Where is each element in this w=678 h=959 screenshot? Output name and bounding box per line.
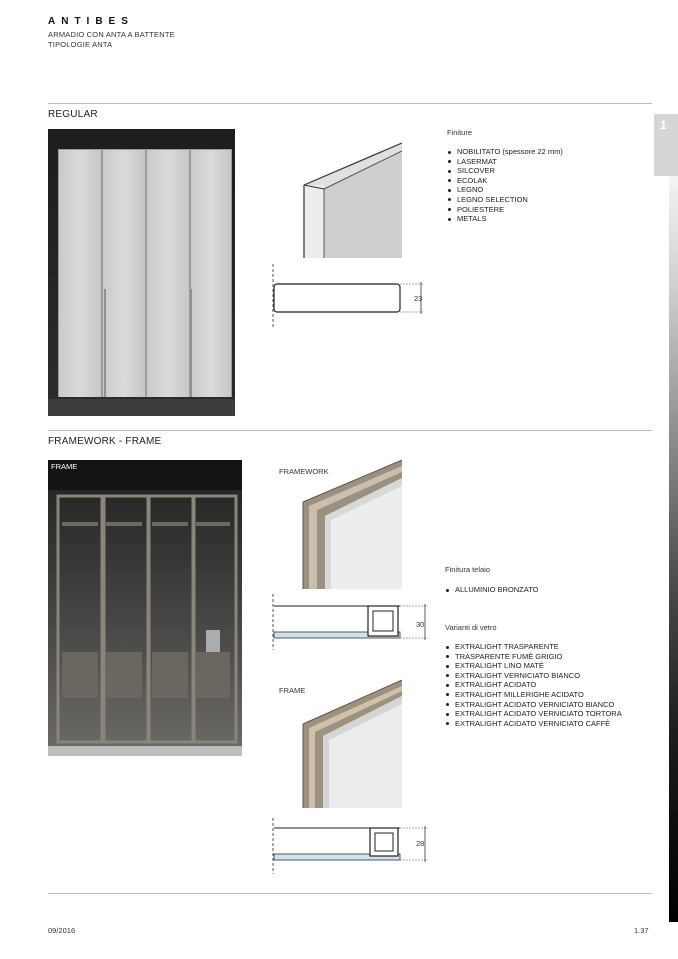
frame-finish-heading: Finitura telaio [445, 565, 491, 574]
list-item: EXTRALIGHT LINO MATÈ [445, 661, 622, 671]
list-item: EXTRALIGHT ACIDATO VERNICIATO BIANCO [445, 700, 622, 710]
frame-thickness-label: 28 [416, 839, 425, 848]
list-item: EXTRALIGHT ACIDATO [445, 680, 622, 690]
list-item: SILCOVER [447, 166, 563, 176]
frame-finish-list [445, 585, 539, 595]
finishes-list [447, 147, 563, 224]
divider [48, 103, 652, 104]
glass-heading: Varianti di vetro [445, 623, 497, 632]
list-item: EXTRALIGHT ACIDATO VERNICIATO TORTORA [445, 709, 622, 719]
list-item: LASERMAT [447, 157, 563, 167]
list-item: LEGNO SELECTION [447, 195, 563, 205]
list-item: TRASPARENTE FUMÈ GRIGIO [445, 652, 622, 662]
glass-variants-list [445, 642, 622, 728]
regular-door-corner-render [272, 129, 402, 258]
frame-section-drawing [270, 818, 432, 874]
section-title-framework: FRAMEWORK - FRAME [48, 436, 162, 447]
framework-corner-render [273, 460, 402, 589]
list-item: EXTRALIGHT VERNICIATO BIANCO [445, 671, 622, 681]
edge-gradient [669, 176, 678, 922]
list-item: METALS [447, 214, 563, 224]
divider [48, 893, 652, 894]
photo-label-frame: FRAME [51, 462, 78, 471]
regular-thickness-label: 23 [414, 294, 423, 303]
divider [48, 430, 652, 431]
regular-section-drawing [270, 264, 430, 328]
list-item: ECOLAK [447, 176, 563, 186]
list-item: POLIESTERE [447, 205, 563, 215]
chapter-number: 1 [660, 118, 667, 132]
brand-title: ANTIBES [48, 16, 134, 27]
list-item: EXTRALIGHT ACIDATO VERNICIATO CAFFÈ [445, 719, 622, 729]
frame-corner-render [273, 680, 402, 808]
list-item: EXTRALIGHT MILLERIGHE ACIDATO [445, 690, 622, 700]
section-title-regular: REGULAR [48, 109, 98, 120]
frame-wardrobe-photo [48, 460, 242, 756]
page-number: 1.37 [634, 926, 649, 935]
framework-render-label: FRAMEWORK [279, 467, 329, 476]
framework-thickness-label: 30 [416, 620, 425, 629]
frame-render-label: FRAME [279, 686, 306, 695]
header-category: TIPOLOGIE ANTA [48, 40, 113, 49]
footer-date: 09/2016 [48, 926, 76, 935]
header-subtitle: ARMADIO CON ANTA A BATTENTE [48, 30, 175, 39]
finishes-heading: Finiture [447, 128, 473, 137]
chapter-tab [654, 114, 678, 176]
list-item: LEGNO [447, 185, 563, 195]
list-item: NOBILITATO (spessore 22 mm) [447, 147, 563, 157]
list-item: EXTRALIGHT TRASPARENTE [445, 642, 622, 652]
framework-section-drawing [270, 594, 432, 650]
regular-wardrobe-photo [48, 129, 235, 416]
list-item: ALLUMINIO BRONZATO [445, 585, 539, 595]
